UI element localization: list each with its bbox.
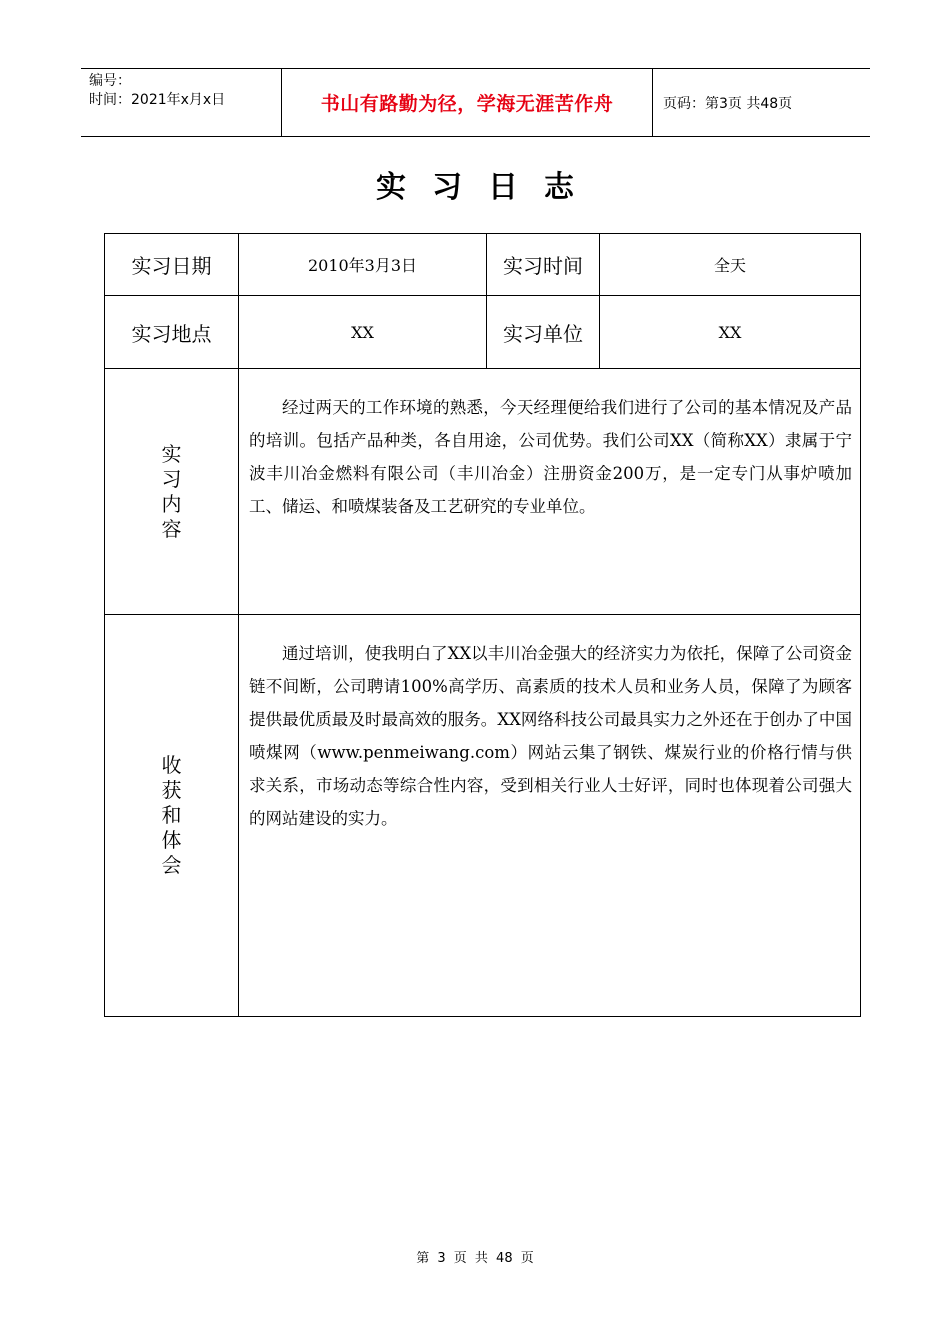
time-value: 全天 <box>600 234 861 296</box>
place-label: 实习地点 <box>105 296 239 369</box>
page-header <box>81 68 870 137</box>
table-row <box>105 369 861 615</box>
table-row <box>105 234 861 296</box>
content-label: 实 习 内 容 <box>105 369 239 615</box>
header-info <box>81 69 281 136</box>
page-footer: 第 3 页 共 48 页 <box>416 1251 534 1266</box>
reflection-label: 收 获 和 体 会 <box>105 615 239 1017</box>
date-value: 2010年3月3日 <box>239 234 487 296</box>
unit-value: XX <box>600 296 861 369</box>
log-table <box>104 233 861 1017</box>
reflection-text: 通过培训，使我明白了XX以丰川冶金强大的经济实力为依托，保障了公司资金链不间断，公司聘请100%高学历、高素质的技术人员和业务人员，保障了为顾客提供最优质最及时最高效的服务。XX网络科技公司最具实力之外还在于创办了中国喷煤网（www.penmeiwang.com）网站云集了钢铁、煤炭行业的价格行情与供求关系，市场动态等综合性内容，受到相关行业人士好评，同时也体现着公司强大的网站建设的实力。 <box>239 615 861 1017</box>
time-label-cell: 实习时间 <box>487 234 600 296</box>
time-label: 时间：2021年x月x日 <box>89 92 226 108</box>
content-text: 经过两天的工作环境的熟悉，今天经理便给我们进行了公司的基本情况及产品的培训。包括产品种类，各自用途，公司优势。我们公司XX（简称XX）隶属于宁波丰川冶金燃料有限公司（丰川冶金）注册资金200万，是一定专门从事炉喷加工、储运、和喷煤装备及工艺研究的专业单位。 <box>239 369 861 615</box>
header-motto: 书山有路勤为径，学海无涯苦作舟 <box>281 69 653 136</box>
page-title: 实习日志 <box>376 170 600 205</box>
table-row <box>105 296 861 369</box>
number-label: 编号： <box>89 73 131 89</box>
unit-label: 实习单位 <box>487 296 600 369</box>
place-value: XX <box>239 296 487 369</box>
table-row <box>105 615 861 1017</box>
date-label: 实习日期 <box>105 234 239 296</box>
header-page-info: 页码：第3页 共48页 <box>663 95 793 112</box>
